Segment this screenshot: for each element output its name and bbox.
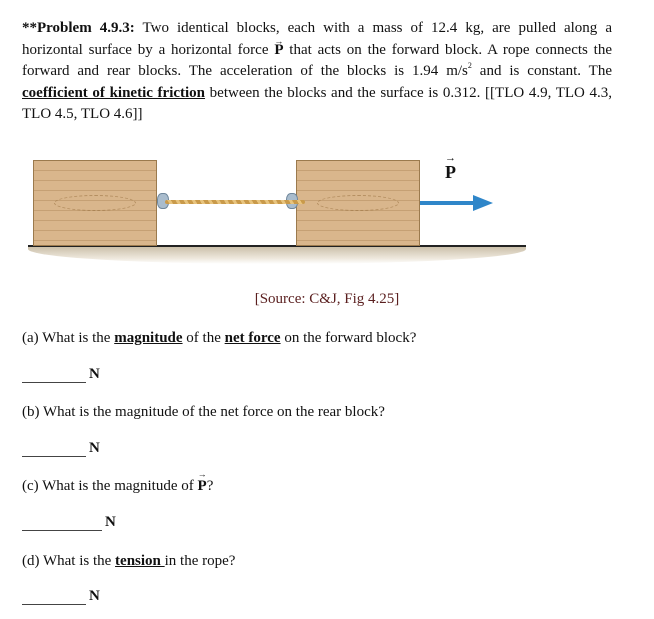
force-vector-p: → P	[274, 40, 283, 62]
problem-text: Two identical blocks, each with a mass of 12.4 kg, are pulled along a horizontal surface by a horizontal force	[22, 20, 612, 58]
problem-statement	[22, 18, 612, 126]
answer-a-blank[interactable]	[22, 368, 86, 383]
question-c: (c) What is the magnitude of → P?	[22, 478, 213, 495]
answer-d[interactable]	[22, 588, 100, 605]
answer-b-blank[interactable]	[22, 442, 86, 457]
problem-text: that acts on the forward block. A rope connects the forward and rear blocks. The acceleration of the blocks is 1.94 m/s	[22, 41, 612, 79]
wood-grain	[54, 195, 136, 211]
arrow-head-icon	[473, 195, 493, 211]
problem-text: between the blocks and the surface is 0.312. [[TLO 4.9, TLO 4.3, TLO 4.5, TLO 4.6]]	[22, 84, 612, 122]
unit-label: N	[89, 588, 100, 604]
net-force-term: net force	[224, 330, 281, 346]
ground-shadow	[28, 246, 526, 264]
wood-grain	[317, 195, 399, 211]
problem-label: **Problem 4.9.3:	[22, 20, 135, 36]
force-arrow-icon	[420, 201, 475, 205]
forward-block	[296, 160, 420, 246]
answer-c[interactable]	[22, 514, 116, 531]
rope	[165, 200, 305, 204]
force-label: → P	[445, 162, 456, 183]
question-d: (d) What is the tension in the rope?	[22, 553, 236, 569]
tension-term: tension	[115, 553, 165, 569]
answer-b[interactable]	[22, 440, 100, 457]
exponent: 2	[467, 61, 472, 70]
answer-d-blank[interactable]	[22, 590, 86, 605]
unit-label: N	[89, 366, 100, 382]
answer-a[interactable]	[22, 366, 100, 383]
unit-label: N	[89, 440, 100, 456]
question-b: (b) What is the magnitude of the net force on the rear block?	[22, 404, 385, 420]
source-caption: [Source: C&J, Fig 4.25]	[254, 291, 400, 307]
force-vector-p: → P	[198, 478, 207, 495]
unit-label: N	[105, 514, 116, 530]
question-a: (a) What is the magnitude of the net force on the forward block?	[22, 330, 417, 346]
rear-block	[33, 160, 157, 246]
blocks-figure	[25, 150, 530, 270]
magnitude-term: magnitude	[114, 330, 183, 346]
problem-text: and is constant. The	[471, 63, 612, 79]
answer-c-blank[interactable]	[22, 516, 102, 531]
friction-term: coefficient of kinetic friction	[22, 84, 206, 101]
